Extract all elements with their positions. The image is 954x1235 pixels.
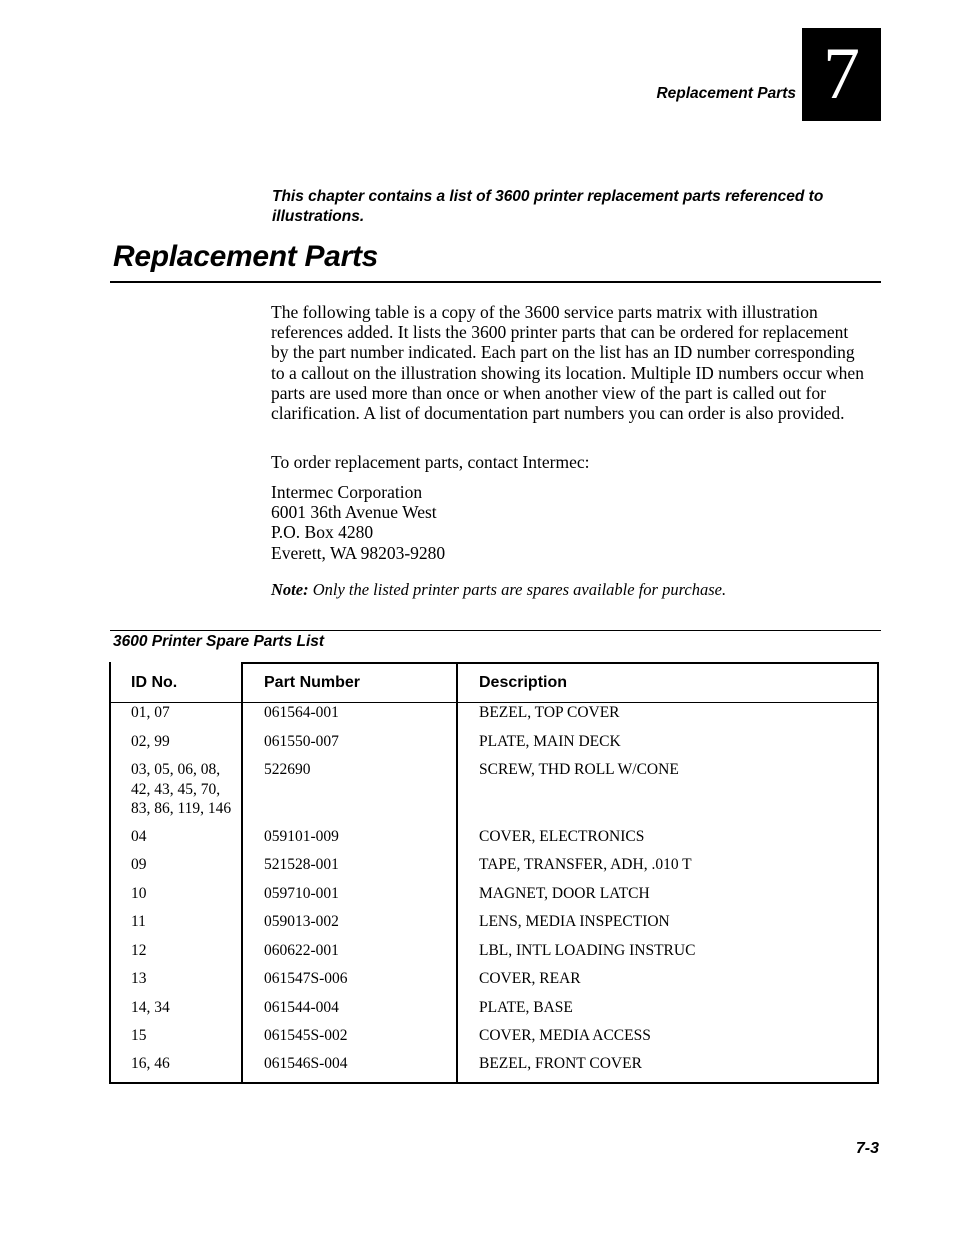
cell-part-number: 061545S-002	[264, 1027, 348, 1044]
contact-address	[271, 482, 866, 563]
chapter-tab	[802, 28, 881, 121]
cell-part-number: 061564-001	[264, 704, 339, 721]
cell-id: 04	[131, 828, 147, 845]
cell-description: BEZEL, TOP COVER	[479, 704, 620, 721]
cell-description: PLATE, MAIN DECK	[479, 733, 621, 750]
cell-description: COVER, REAR	[479, 970, 581, 987]
spare-parts-table	[109, 662, 879, 1084]
page-number: 7-3	[855, 1140, 879, 1157]
cell-id: 09	[131, 856, 147, 873]
cell-part-number: 521528-001	[264, 856, 339, 873]
column-header-description: Description	[479, 674, 568, 691]
cell-description: SCREW, THD ROLL W/CONE	[479, 761, 679, 778]
cell-part-number: 522690	[264, 761, 311, 778]
cell-id: 13	[131, 970, 147, 987]
section-title: Replacement Parts	[113, 240, 379, 273]
cell-id: 14, 34	[131, 999, 170, 1016]
address-line: 6001 36th Avenue West	[271, 502, 437, 523]
cell-description: TAPE, TRANSFER, ADH, .010 T	[479, 856, 692, 873]
cell-id: 10	[131, 885, 147, 902]
column-header-id: ID No.	[131, 674, 178, 691]
cell-part-number: 060622-001	[264, 942, 339, 959]
cell-part-number: 059101-009	[264, 828, 339, 845]
note-text: Only the listed printer parts are spares available for purchase.	[308, 580, 727, 599]
table-top-border	[241, 662, 879, 664]
address-line: Everett, WA 98203-9280	[271, 542, 446, 563]
running-header-title: Replacement Parts	[656, 85, 796, 102]
table-caption: 3600 Printer Spare Parts List	[113, 633, 325, 650]
address-line: P.O. Box 4280	[271, 522, 374, 543]
cell-description: MAGNET, DOOR LATCH	[479, 885, 650, 902]
cell-part-number: 061544-004	[264, 999, 339, 1016]
table-divider	[110, 630, 881, 631]
cell-id: 12	[131, 942, 147, 959]
table-bottom-border	[109, 1082, 879, 1084]
cell-id: 11	[131, 913, 146, 930]
cell-id: 02, 99	[131, 733, 170, 750]
section-divider	[110, 281, 881, 283]
cell-id: 15	[131, 1027, 147, 1044]
cell-description: COVER, MEDIA ACCESS	[479, 1027, 651, 1044]
cell-id: 16, 46	[131, 1055, 170, 1072]
chapter-number: 7	[823, 33, 860, 115]
column-divider	[241, 662, 243, 1084]
column-header-part-number: Part Number	[264, 674, 361, 691]
cell-id: 01, 07	[131, 704, 170, 721]
cell-part-number: 061550-007	[264, 733, 339, 750]
cell-description: PLATE, BASE	[479, 999, 573, 1016]
cell-description: BEZEL, FRONT COVER	[479, 1055, 642, 1072]
column-divider	[456, 662, 458, 1084]
cell-description: LBL, INTL LOADING INSTRUC	[479, 942, 696, 959]
note-label: Note:	[271, 580, 309, 599]
cell-part-number: 059013-002	[264, 913, 339, 930]
cell-description: COVER, ELECTRONICS	[479, 828, 645, 845]
table-right-border	[877, 662, 879, 1084]
cell-part-number: 061546S-004	[264, 1055, 348, 1072]
note	[271, 580, 866, 600]
cell-description: LENS, MEDIA INSPECTION	[479, 913, 670, 930]
chapter-intro: This chapter contains a list of 3600 printer replacement parts referenced to illustrations.	[272, 188, 824, 225]
contact-instruction: To order replacement parts, contact Intermec:	[271, 452, 590, 472]
cell-part-number: 061547S-006	[264, 970, 348, 987]
body-paragraph: The following table is a copy of the 3600 service parts matrix with illustration references added. It lists the 3600 printer parts that can be ordered for replacement by the part number indicated. Each part on the list has an ID number corresponding to a callout on the illustration showing its location. Multiple ID numbers occur when parts are used more than once or when another view of the part is called out for clarification. A list of documentation part numbers you can order is also provided.	[271, 302, 864, 424]
address-line: Intermec Corporation	[271, 482, 423, 502]
table-left-border	[109, 662, 111, 1084]
cell-part-number: 059710-001	[264, 885, 339, 902]
cell-id: 03, 05, 06, 08, 42, 43, 45, 70, 83, 86, 119, 146	[131, 761, 232, 817]
